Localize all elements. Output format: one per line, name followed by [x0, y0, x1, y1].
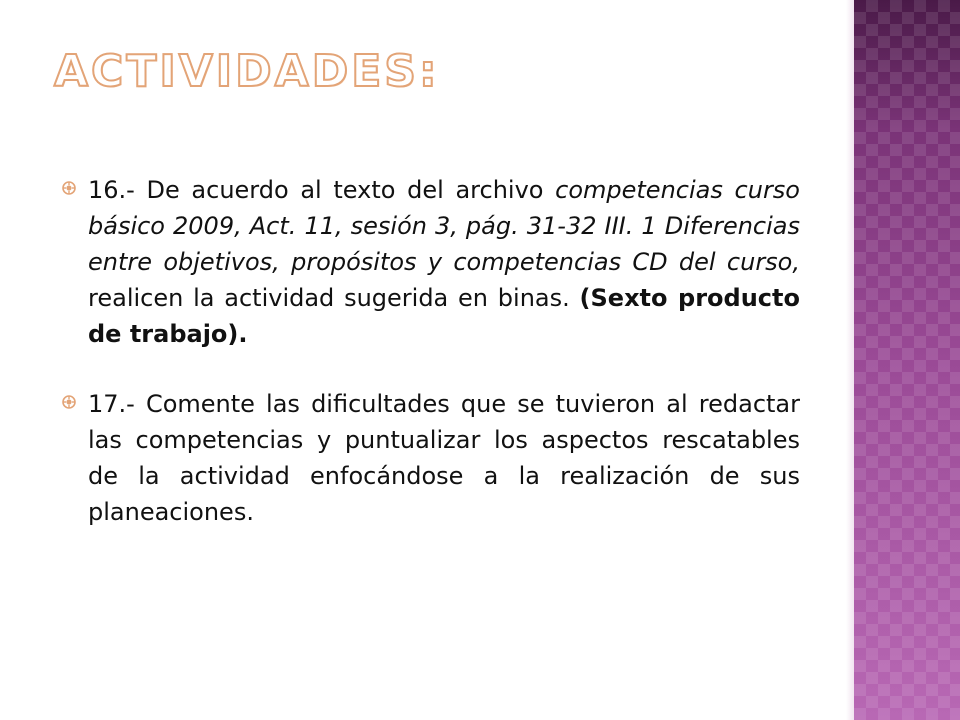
item-text-plain: 16.- De acuerdo al texto del archivo — [88, 176, 556, 204]
ornament-bullet-icon — [62, 181, 76, 195]
list-item — [62, 172, 800, 352]
side-band-edge — [846, 0, 854, 720]
item-text-italic: competencias curso básico 2009, Act. 11, sesión 3, pág. 31-32 III. 1 Diferencias entre objetivos, propósitos y competencias CD del curso, — [88, 176, 800, 276]
item-text-bold: (Sexto producto de trabajo). — [88, 284, 800, 348]
item-text-plain: realicen la actividad sugerida en binas. — [88, 284, 580, 312]
activities-list — [62, 172, 800, 530]
item-text: 17.- Comente las dificultades que se tuvieron al redactar las competencias y puntualizar los aspectos rescatables de la actividad enfocándose a la realización de sus planeaciones. — [88, 390, 800, 526]
decorative-side-band — [854, 0, 960, 720]
list-item — [62, 386, 800, 530]
ornament-bullet-icon — [62, 395, 76, 409]
slide-title: ACTIVIDADES: — [54, 46, 440, 97]
